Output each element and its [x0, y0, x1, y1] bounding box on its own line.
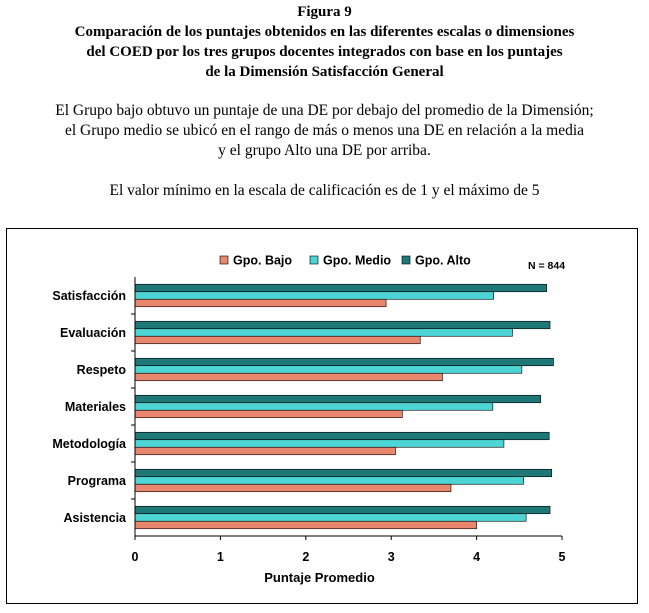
bar-asistencia-gpo-alto: [135, 506, 550, 514]
bar-respeto-gpo-medio: [135, 366, 522, 374]
figure-title-line: de la Dimensión Satisfacción General: [205, 64, 444, 80]
description-line: El Grupo bajo obtuvo un puntaje de una DE por debajo del promedio de la Dimensión;: [55, 102, 594, 119]
legend-label-gpo-medio: Gpo. Medio: [323, 253, 392, 268]
category-label-evaluacion: Evaluación: [60, 326, 126, 340]
figure-label: Figura 9: [297, 4, 352, 20]
bar-respeto-gpo-alto: [135, 358, 553, 366]
bar-satisfaccion-gpo-alto: [135, 284, 547, 292]
x-axis-title: Puntaje Promedio: [264, 570, 375, 585]
x-tick-label-2: 2: [302, 550, 310, 564]
category-label-metodologia: Metodología: [52, 437, 126, 451]
figure-description: [0, 101, 649, 161]
legend-swatch-gpo-alto: [402, 256, 410, 264]
bar-satisfaccion-gpo-medio: [135, 292, 494, 300]
bar-evaluacion-gpo-bajo: [135, 336, 420, 344]
bar-materiales-gpo-medio: [135, 403, 493, 411]
bar-materiales-gpo-alto: [135, 395, 541, 403]
bar-respeto-gpo-bajo: [135, 373, 442, 381]
x-tick-label-1: 1: [216, 550, 224, 564]
figure-title-line: Comparación de los puntajes obtenidos en las diferentes escalas o dimensiones: [74, 24, 575, 40]
bar-programa-gpo-medio: [135, 477, 524, 485]
bar-satisfaccion-gpo-bajo: [135, 299, 386, 307]
figure-title: [0, 22, 649, 82]
bar-asistencia-gpo-bajo: [135, 521, 477, 529]
sample-size-annotation: N = 844: [528, 260, 566, 272]
bar-programa-gpo-bajo: [135, 484, 451, 492]
bar-programa-gpo-alto: [135, 469, 552, 477]
category-label-asistencia: Asistencia: [63, 511, 126, 525]
bar-asistencia-gpo-medio: [135, 514, 526, 522]
category-label-respeto: Respeto: [76, 363, 126, 377]
category-label-satisfaccion: Satisfacción: [52, 289, 126, 303]
x-tick-label-4: 4: [473, 550, 481, 564]
bar-chart: [7, 229, 637, 603]
figure-title-line: del COED por los tres grupos docentes integrados con base en los puntajes: [86, 44, 563, 60]
legend-label-gpo-alto: Gpo. Alto: [415, 253, 471, 268]
bar-metodologia-gpo-bajo: [135, 447, 395, 455]
x-tick-label-5: 5: [558, 550, 566, 564]
legend-swatch-gpo-bajo: [220, 256, 228, 264]
category-label-programa: Programa: [67, 474, 126, 488]
legend-swatch-gpo-medio: [310, 256, 318, 264]
bar-evaluacion-gpo-alto: [135, 321, 550, 329]
description-line: el Grupo medio se ubicó en el rango de más o menos una DE en relación a la media: [64, 122, 585, 139]
bar-materiales-gpo-bajo: [135, 410, 402, 418]
x-tick-label-0: 0: [131, 550, 139, 564]
description-line: y el grupo Alto una DE por arriba.: [218, 142, 431, 159]
bar-metodologia-gpo-medio: [135, 440, 504, 448]
legend-label-gpo-bajo: Gpo. Bajo: [233, 253, 293, 268]
category-label-materiales: Materiales: [64, 400, 126, 414]
bar-metodologia-gpo-alto: [135, 432, 549, 440]
scale-note: El valor mínimo en la escala de calificación es de 1 y el máximo de 5: [109, 182, 540, 199]
bar-evaluacion-gpo-medio: [135, 329, 512, 337]
x-tick-label-3: 3: [387, 550, 395, 564]
chart-frame: [6, 228, 638, 604]
